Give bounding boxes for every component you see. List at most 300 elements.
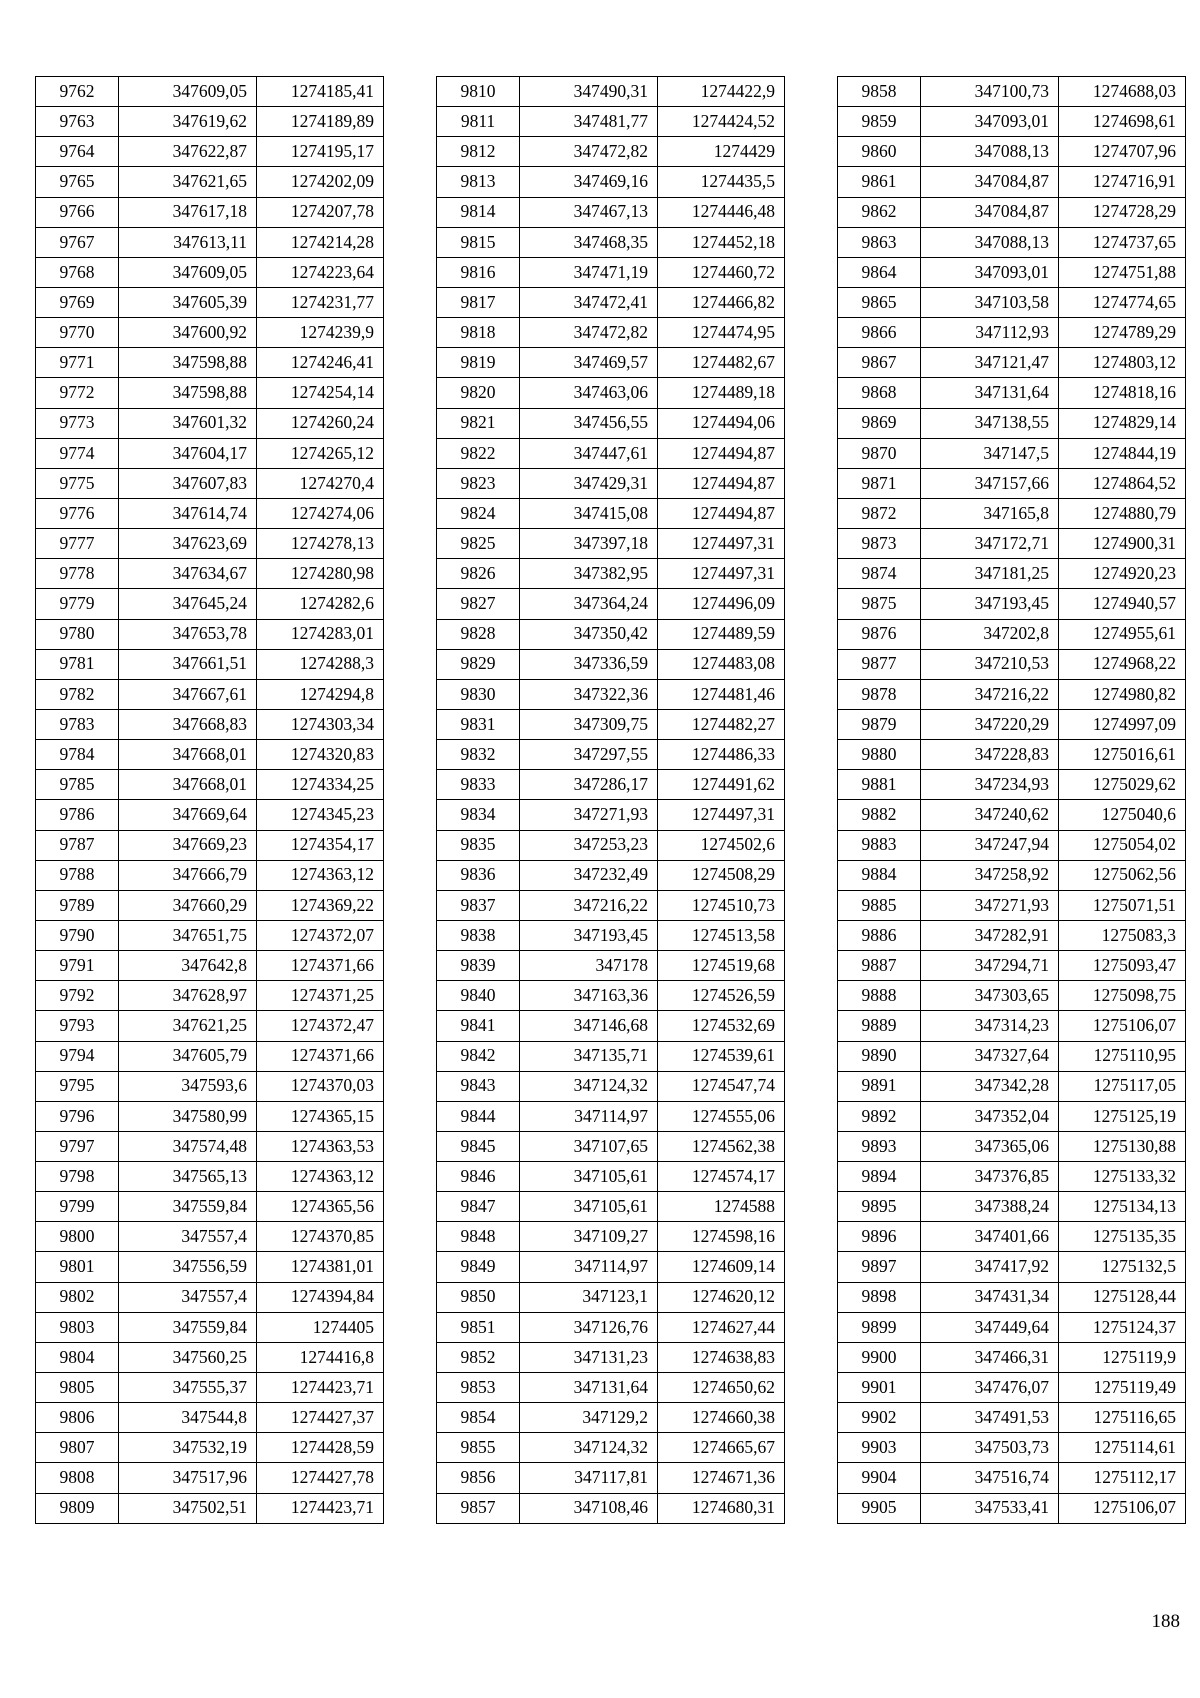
- table-row: [437, 318, 785, 348]
- y-coordinate-cell: 1274260,24: [257, 408, 384, 438]
- x-coordinate-cell: 347469,57: [520, 348, 658, 378]
- y-coordinate-cell: 1274427,37: [257, 1403, 384, 1433]
- table-row: [36, 1252, 384, 1282]
- y-coordinate-cell: 1274671,36: [658, 1463, 785, 1493]
- table-row: [838, 1041, 1186, 1071]
- table-row: [838, 860, 1186, 890]
- x-coordinate-cell: 347350,42: [520, 619, 658, 649]
- table-row: [437, 709, 785, 739]
- x-coordinate-cell: 347463,06: [520, 378, 658, 408]
- y-coordinate-cell: 1275130,88: [1059, 1131, 1186, 1161]
- y-coordinate-cell: 1274371,66: [257, 1041, 384, 1071]
- y-coordinate-cell: 1274627,44: [658, 1312, 785, 1342]
- y-coordinate-cell: 1275029,62: [1059, 770, 1186, 800]
- x-coordinate-cell: 347294,71: [921, 951, 1059, 981]
- y-coordinate-cell: 1274789,29: [1059, 318, 1186, 348]
- coordinate-table-3: [837, 76, 1186, 1524]
- y-coordinate-cell: 1274452,18: [658, 227, 785, 257]
- x-coordinate-cell: 347456,55: [520, 408, 658, 438]
- point-number-cell: 9781: [36, 649, 119, 679]
- point-number-cell: 9853: [437, 1373, 520, 1403]
- y-coordinate-cell: 1274207,78: [257, 197, 384, 227]
- point-number-cell: 9883: [838, 830, 921, 860]
- point-number-cell: 9825: [437, 529, 520, 559]
- y-coordinate-cell: 1274489,59: [658, 619, 785, 649]
- y-coordinate-cell: 1274429: [658, 137, 785, 167]
- y-coordinate-cell: 1274547,74: [658, 1071, 785, 1101]
- point-number-cell: 9877: [838, 649, 921, 679]
- y-coordinate-cell: 1274494,87: [658, 498, 785, 528]
- y-coordinate-cell: 1274482,27: [658, 709, 785, 739]
- y-coordinate-cell: 1274460,72: [658, 257, 785, 287]
- point-number-cell: 9810: [437, 77, 520, 107]
- y-coordinate-cell: 1274195,17: [257, 137, 384, 167]
- point-number-cell: 9801: [36, 1252, 119, 1282]
- y-coordinate-cell: 1275016,61: [1059, 740, 1186, 770]
- table-row: [838, 1101, 1186, 1131]
- x-coordinate-cell: 347216,22: [520, 890, 658, 920]
- y-coordinate-cell: 1274844,19: [1059, 438, 1186, 468]
- x-coordinate-cell: 347621,65: [119, 167, 257, 197]
- y-coordinate-cell: 1274829,14: [1059, 408, 1186, 438]
- point-number-cell: 9898: [838, 1282, 921, 1312]
- x-coordinate-cell: 347165,8: [921, 498, 1059, 528]
- table-row: [437, 1101, 785, 1131]
- y-coordinate-cell: 1274980,82: [1059, 679, 1186, 709]
- x-coordinate-cell: 347135,71: [520, 1041, 658, 1071]
- y-coordinate-cell: 1274638,83: [658, 1342, 785, 1372]
- x-coordinate-cell: 347093,01: [921, 257, 1059, 287]
- table-row: [437, 408, 785, 438]
- y-coordinate-cell: 1274707,96: [1059, 137, 1186, 167]
- y-coordinate-cell: 1274574,17: [658, 1162, 785, 1192]
- table-row: [437, 287, 785, 317]
- point-number-cell: 9763: [36, 107, 119, 137]
- table-row: [437, 1192, 785, 1222]
- x-coordinate-cell: 347258,92: [921, 860, 1059, 890]
- point-number-cell: 9821: [437, 408, 520, 438]
- table-row: [838, 408, 1186, 438]
- x-coordinate-cell: 347109,27: [520, 1222, 658, 1252]
- x-coordinate-cell: 347472,82: [520, 137, 658, 167]
- y-coordinate-cell: 1274185,41: [257, 77, 384, 107]
- point-number-cell: 9803: [36, 1312, 119, 1342]
- table-row: [36, 1403, 384, 1433]
- y-coordinate-cell: 1274497,31: [658, 800, 785, 830]
- table-row: [437, 830, 785, 860]
- point-number-cell: 9797: [36, 1131, 119, 1161]
- table-row: [838, 709, 1186, 739]
- x-coordinate-cell: 347601,32: [119, 408, 257, 438]
- table-row: [437, 378, 785, 408]
- point-number-cell: 9777: [36, 529, 119, 559]
- x-coordinate-cell: 347084,87: [921, 167, 1059, 197]
- point-number-cell: 9869: [838, 408, 921, 438]
- y-coordinate-cell: 1274660,38: [658, 1403, 785, 1433]
- point-number-cell: 9770: [36, 318, 119, 348]
- point-number-cell: 9844: [437, 1101, 520, 1131]
- x-coordinate-cell: 347431,34: [921, 1282, 1059, 1312]
- x-coordinate-cell: 347472,82: [520, 318, 658, 348]
- point-number-cell: 9847: [437, 1192, 520, 1222]
- point-number-cell: 9796: [36, 1101, 119, 1131]
- table-row: [36, 709, 384, 739]
- point-number-cell: 9814: [437, 197, 520, 227]
- y-coordinate-cell: 1274427,78: [257, 1463, 384, 1493]
- table-row: [838, 1403, 1186, 1433]
- x-coordinate-cell: 347364,24: [520, 589, 658, 619]
- y-coordinate-cell: 1275114,61: [1059, 1433, 1186, 1463]
- y-coordinate-cell: 1274416,8: [257, 1342, 384, 1372]
- y-coordinate-cell: 1275125,19: [1059, 1101, 1186, 1131]
- y-coordinate-cell: 1274365,56: [257, 1192, 384, 1222]
- point-number-cell: 9772: [36, 378, 119, 408]
- y-coordinate-cell: 1275134,13: [1059, 1192, 1186, 1222]
- x-coordinate-cell: 347609,05: [119, 77, 257, 107]
- table-row: [36, 287, 384, 317]
- y-coordinate-cell: 1275119,49: [1059, 1373, 1186, 1403]
- point-number-cell: 9790: [36, 920, 119, 950]
- table-row: [437, 1282, 785, 1312]
- table-row: [437, 800, 785, 830]
- point-number-cell: 9862: [838, 197, 921, 227]
- point-number-cell: 9762: [36, 77, 119, 107]
- point-number-cell: 9785: [36, 770, 119, 800]
- y-coordinate-cell: 1275110,95: [1059, 1041, 1186, 1071]
- point-number-cell: 9860: [838, 137, 921, 167]
- point-number-cell: 9775: [36, 468, 119, 498]
- y-coordinate-cell: 1274424,52: [658, 107, 785, 137]
- point-number-cell: 9885: [838, 890, 921, 920]
- x-coordinate-cell: 347668,83: [119, 709, 257, 739]
- table-row: [437, 1041, 785, 1071]
- x-coordinate-cell: 347108,46: [520, 1493, 658, 1523]
- y-coordinate-cell: 1274466,82: [658, 287, 785, 317]
- table-row: [838, 649, 1186, 679]
- x-coordinate-cell: 347193,45: [520, 920, 658, 950]
- y-coordinate-cell: 1274489,18: [658, 378, 785, 408]
- y-coordinate-cell: 1274737,65: [1059, 227, 1186, 257]
- table-row: [437, 438, 785, 468]
- y-coordinate-cell: 1274955,61: [1059, 619, 1186, 649]
- y-coordinate-cell: 1275119,9: [1059, 1342, 1186, 1372]
- x-coordinate-cell: 347123,1: [520, 1282, 658, 1312]
- table-row: [838, 1312, 1186, 1342]
- point-number-cell: 9802: [36, 1282, 119, 1312]
- y-coordinate-cell: 1275106,07: [1059, 1493, 1186, 1523]
- point-number-cell: 9827: [437, 589, 520, 619]
- y-coordinate-cell: 1274620,12: [658, 1282, 785, 1312]
- point-number-cell: 9787: [36, 830, 119, 860]
- y-coordinate-cell: 1274363,12: [257, 860, 384, 890]
- y-coordinate-cell: 1275112,17: [1059, 1463, 1186, 1493]
- table-row: [838, 1463, 1186, 1493]
- y-coordinate-cell: 1274665,67: [658, 1433, 785, 1463]
- x-coordinate-cell: 347449,64: [921, 1312, 1059, 1342]
- x-coordinate-cell: 347471,19: [520, 257, 658, 287]
- table-row: [437, 1342, 785, 1372]
- x-coordinate-cell: 347100,73: [921, 77, 1059, 107]
- y-coordinate-cell: 1274803,12: [1059, 348, 1186, 378]
- point-number-cell: 9786: [36, 800, 119, 830]
- y-coordinate-cell: 1274519,68: [658, 951, 785, 981]
- x-coordinate-cell: 347617,18: [119, 197, 257, 227]
- x-coordinate-cell: 347376,85: [921, 1162, 1059, 1192]
- x-coordinate-cell: 347516,74: [921, 1463, 1059, 1493]
- point-number-cell: 9904: [838, 1463, 921, 1493]
- point-number-cell: 9891: [838, 1071, 921, 1101]
- x-coordinate-cell: 347147,5: [921, 438, 1059, 468]
- table-row: [36, 137, 384, 167]
- table-row: [36, 920, 384, 950]
- point-number-cell: 9792: [36, 981, 119, 1011]
- x-coordinate-cell: 347336,59: [520, 649, 658, 679]
- table-row: [437, 1493, 785, 1523]
- table-row: [838, 529, 1186, 559]
- y-coordinate-cell: 1274365,15: [257, 1101, 384, 1131]
- table-row: [36, 1463, 384, 1493]
- y-coordinate-cell: 1274435,5: [658, 167, 785, 197]
- table-row: [36, 438, 384, 468]
- table-row: [36, 107, 384, 137]
- y-coordinate-cell: 1274609,14: [658, 1252, 785, 1282]
- y-coordinate-cell: 1274483,08: [658, 649, 785, 679]
- table-row: [36, 167, 384, 197]
- x-coordinate-cell: 347202,8: [921, 619, 1059, 649]
- x-coordinate-cell: 347131,23: [520, 1342, 658, 1372]
- x-coordinate-cell: 347614,74: [119, 498, 257, 528]
- y-coordinate-cell: 1274223,64: [257, 257, 384, 287]
- point-number-cell: 9822: [437, 438, 520, 468]
- table-row: [36, 740, 384, 770]
- table-row: [838, 1342, 1186, 1372]
- table-row: [838, 1373, 1186, 1403]
- y-coordinate-cell: 1274968,22: [1059, 649, 1186, 679]
- table-row: [838, 920, 1186, 950]
- y-coordinate-cell: 1275124,37: [1059, 1312, 1186, 1342]
- point-number-cell: 9832: [437, 740, 520, 770]
- point-number-cell: 9881: [838, 770, 921, 800]
- y-coordinate-cell: 1274502,6: [658, 830, 785, 860]
- y-coordinate-cell: 1274751,88: [1059, 257, 1186, 287]
- point-number-cell: 9812: [437, 137, 520, 167]
- x-coordinate-cell: 347309,75: [520, 709, 658, 739]
- table-row: [838, 981, 1186, 1011]
- x-coordinate-cell: 347415,08: [520, 498, 658, 528]
- point-number-cell: 9838: [437, 920, 520, 950]
- table-row: [36, 197, 384, 227]
- point-number-cell: 9809: [36, 1493, 119, 1523]
- point-number-cell: 9791: [36, 951, 119, 981]
- x-coordinate-cell: 347397,18: [520, 529, 658, 559]
- x-coordinate-cell: 347557,4: [119, 1282, 257, 1312]
- x-coordinate-cell: 347447,61: [520, 438, 658, 468]
- point-number-cell: 9855: [437, 1433, 520, 1463]
- point-number-cell: 9871: [838, 468, 921, 498]
- x-coordinate-cell: 347559,84: [119, 1192, 257, 1222]
- y-coordinate-cell: 1275040,6: [1059, 800, 1186, 830]
- point-number-cell: 9774: [36, 438, 119, 468]
- table-row: [36, 257, 384, 287]
- point-number-cell: 9850: [437, 1282, 520, 1312]
- table-row: [437, 981, 785, 1011]
- y-coordinate-cell: 1275116,65: [1059, 1403, 1186, 1433]
- point-number-cell: 9843: [437, 1071, 520, 1101]
- y-coordinate-cell: 1275132,5: [1059, 1252, 1186, 1282]
- y-coordinate-cell: 1274716,91: [1059, 167, 1186, 197]
- table-row: [36, 529, 384, 559]
- point-number-cell: 9813: [437, 167, 520, 197]
- point-number-cell: 9866: [838, 318, 921, 348]
- point-number-cell: 9836: [437, 860, 520, 890]
- y-coordinate-cell: 1274371,66: [257, 951, 384, 981]
- point-number-cell: 9880: [838, 740, 921, 770]
- y-coordinate-cell: 1275071,51: [1059, 890, 1186, 920]
- y-coordinate-cell: 1274494,87: [658, 438, 785, 468]
- y-coordinate-cell: 1274354,17: [257, 830, 384, 860]
- point-number-cell: 9878: [838, 679, 921, 709]
- table-row: [838, 1493, 1186, 1523]
- table-row: [838, 227, 1186, 257]
- y-coordinate-cell: 1274320,83: [257, 740, 384, 770]
- x-coordinate-cell: 347365,06: [921, 1131, 1059, 1161]
- x-coordinate-cell: 347105,61: [520, 1162, 658, 1192]
- point-number-cell: 9837: [437, 890, 520, 920]
- table-row: [36, 830, 384, 860]
- coordinate-table-1: [35, 76, 384, 1524]
- x-coordinate-cell: 347621,25: [119, 1011, 257, 1041]
- x-coordinate-cell: 347517,96: [119, 1463, 257, 1493]
- x-coordinate-cell: 347660,29: [119, 890, 257, 920]
- table-row: [36, 1222, 384, 1252]
- point-number-cell: 9798: [36, 1162, 119, 1192]
- x-coordinate-cell: 347622,87: [119, 137, 257, 167]
- point-number-cell: 9859: [838, 107, 921, 137]
- y-coordinate-cell: 1274371,25: [257, 981, 384, 1011]
- x-coordinate-cell: 347163,36: [520, 981, 658, 1011]
- x-coordinate-cell: 347628,97: [119, 981, 257, 1011]
- x-coordinate-cell: 347560,25: [119, 1342, 257, 1372]
- y-coordinate-cell: 1274423,71: [257, 1373, 384, 1403]
- x-coordinate-cell: 347129,2: [520, 1403, 658, 1433]
- point-number-cell: 9778: [36, 559, 119, 589]
- y-coordinate-cell: 1274494,06: [658, 408, 785, 438]
- x-coordinate-cell: 347667,61: [119, 679, 257, 709]
- table-row: [437, 137, 785, 167]
- y-coordinate-cell: 1274189,89: [257, 107, 384, 137]
- y-coordinate-cell: 1274405: [257, 1312, 384, 1342]
- x-coordinate-cell: 347247,94: [921, 830, 1059, 860]
- table-row: [437, 1011, 785, 1041]
- table-row: [36, 1493, 384, 1523]
- x-coordinate-cell: 347107,65: [520, 1131, 658, 1161]
- point-number-cell: 9819: [437, 348, 520, 378]
- table-row: [437, 649, 785, 679]
- table-row: [437, 197, 785, 227]
- y-coordinate-cell: 1274363,53: [257, 1131, 384, 1161]
- table-row: [36, 378, 384, 408]
- y-coordinate-cell: 1274496,09: [658, 589, 785, 619]
- table-row: [36, 77, 384, 107]
- table-row: [838, 740, 1186, 770]
- y-coordinate-cell: 1274474,95: [658, 318, 785, 348]
- point-number-cell: 9852: [437, 1342, 520, 1372]
- point-number-cell: 9769: [36, 287, 119, 317]
- y-coordinate-cell: 1275128,44: [1059, 1282, 1186, 1312]
- y-coordinate-cell: 1275093,47: [1059, 951, 1186, 981]
- x-coordinate-cell: 347642,8: [119, 951, 257, 981]
- table-row: [36, 1101, 384, 1131]
- table-row: [838, 589, 1186, 619]
- table-row: [36, 860, 384, 890]
- table-row: [36, 589, 384, 619]
- y-coordinate-cell: 1274446,48: [658, 197, 785, 227]
- point-number-cell: 9849: [437, 1252, 520, 1282]
- table-row: [437, 860, 785, 890]
- table-row: [838, 679, 1186, 709]
- x-coordinate-cell: 347666,79: [119, 860, 257, 890]
- point-number-cell: 9900: [838, 1342, 921, 1372]
- x-coordinate-cell: 347172,71: [921, 529, 1059, 559]
- x-coordinate-cell: 347598,88: [119, 348, 257, 378]
- x-coordinate-cell: 347178: [520, 951, 658, 981]
- point-number-cell: 9765: [36, 167, 119, 197]
- point-number-cell: 9795: [36, 1071, 119, 1101]
- y-coordinate-cell: 1274288,3: [257, 649, 384, 679]
- table-row: [437, 1071, 785, 1101]
- table-row: [36, 1071, 384, 1101]
- point-number-cell: 9824: [437, 498, 520, 528]
- table-row: [838, 1011, 1186, 1041]
- x-coordinate-cell: 347093,01: [921, 107, 1059, 137]
- y-coordinate-cell: 1274818,16: [1059, 378, 1186, 408]
- x-coordinate-cell: 347600,92: [119, 318, 257, 348]
- table-row: [838, 348, 1186, 378]
- table-row: [838, 257, 1186, 287]
- point-number-cell: 9831: [437, 709, 520, 739]
- x-coordinate-cell: 347574,48: [119, 1131, 257, 1161]
- table-row: [838, 619, 1186, 649]
- x-coordinate-cell: 347472,41: [520, 287, 658, 317]
- table-row: [838, 287, 1186, 317]
- table-row: [36, 770, 384, 800]
- point-number-cell: 9829: [437, 649, 520, 679]
- x-coordinate-cell: 347653,78: [119, 619, 257, 649]
- x-coordinate-cell: 347532,19: [119, 1433, 257, 1463]
- point-number-cell: 9835: [437, 830, 520, 860]
- x-coordinate-cell: 347181,25: [921, 559, 1059, 589]
- table-row: [36, 981, 384, 1011]
- y-coordinate-cell: 1274422,9: [658, 77, 785, 107]
- table-row: [437, 77, 785, 107]
- point-number-cell: 9886: [838, 920, 921, 950]
- point-number-cell: 9876: [838, 619, 921, 649]
- y-coordinate-cell: 1274588: [658, 1192, 785, 1222]
- table-row: [437, 1373, 785, 1403]
- x-coordinate-cell: 347114,97: [520, 1101, 658, 1131]
- y-coordinate-cell: 1274482,67: [658, 348, 785, 378]
- y-coordinate-cell: 1274283,01: [257, 619, 384, 649]
- x-coordinate-cell: 347668,01: [119, 770, 257, 800]
- y-coordinate-cell: 1274282,6: [257, 589, 384, 619]
- table-row: [36, 679, 384, 709]
- table-row: [437, 920, 785, 950]
- x-coordinate-cell: 347669,23: [119, 830, 257, 860]
- point-number-cell: 9896: [838, 1222, 921, 1252]
- table-row: [838, 1192, 1186, 1222]
- table-row: [838, 197, 1186, 227]
- x-coordinate-cell: 347303,65: [921, 981, 1059, 1011]
